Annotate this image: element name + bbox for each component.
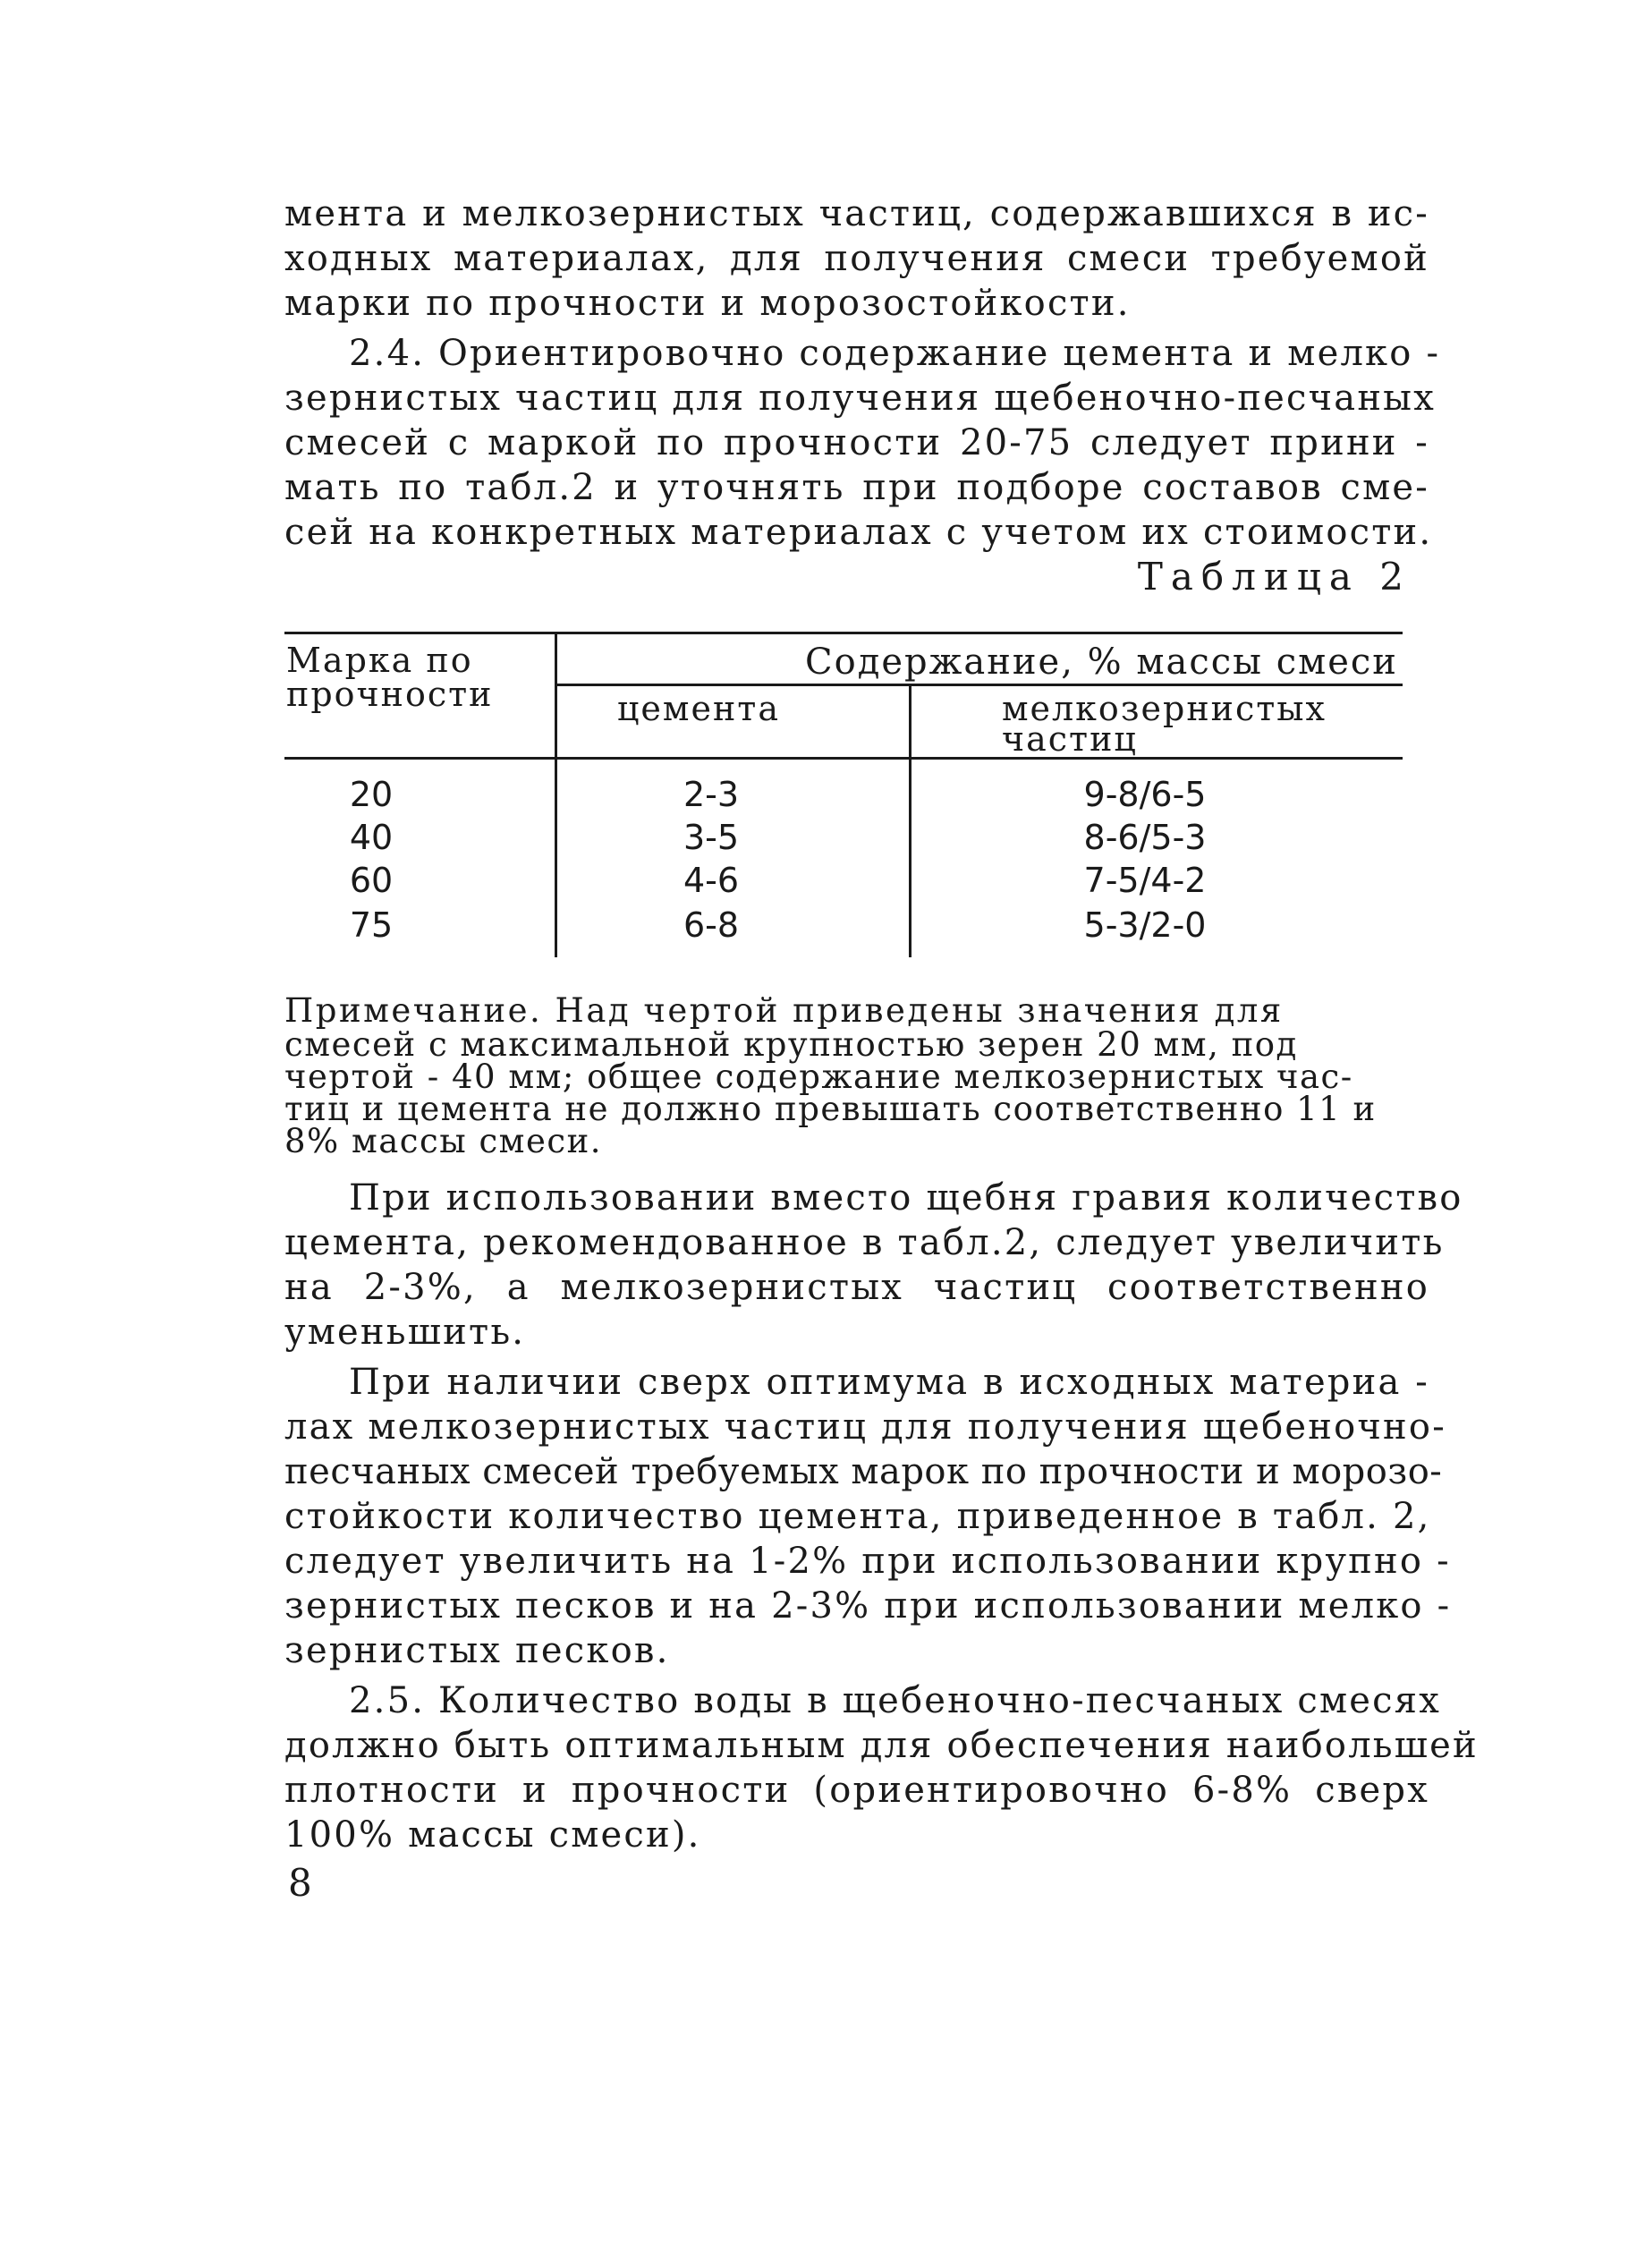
text-line: на 2-3%, а мелкозернистых частиц соответственно	[284, 1267, 1429, 1308]
table-cell-mark: 40	[349, 818, 394, 857]
text-line: 2.4. Ориентировочно содержание цемента и мелко -	[349, 333, 1441, 374]
text-line: 100% массы смеси).	[284, 1814, 701, 1856]
table-header-content-group: Содержание, % массы смеси	[805, 641, 1398, 683]
table-cell-mark: 60	[349, 861, 394, 900]
table-note-line: смесей с максимальной крупностью зерен 20 мм, под	[284, 1025, 1298, 1064]
table-cell-mark: 75	[349, 905, 394, 945]
table-note-line: тиц и цемента не должно превышать соответственно 11 и	[284, 1090, 1377, 1128]
table-cell-mark: 20	[349, 775, 394, 814]
table-cell-cement: 3-5	[683, 818, 740, 857]
table-col1-vrule	[555, 632, 557, 957]
table-cell-cement: 2-3	[683, 775, 740, 814]
text-line: мента и мелкозернистых частиц, содержавшихся в ис-	[284, 193, 1429, 234]
table-cell-cement: 4-6	[683, 861, 740, 900]
table-note-line: 8% массы смеси.	[284, 1122, 602, 1160]
text-line: При использовании вместо щебня гравия количество	[349, 1177, 1463, 1219]
text-line: марки по прочности и морозостойкости.	[284, 283, 1131, 324]
table-header-fine-particles: частиц	[1002, 719, 1138, 759]
table-header-mark: Марка по	[286, 641, 473, 680]
table-cell-fine: 9-8/6-5	[1083, 775, 1207, 814]
text-line: песчаных смесей требуемых марок по прочности и морозо-	[284, 1451, 1443, 1492]
text-line: мать по табл.2 и уточнять при подборе составов сме-	[284, 467, 1429, 508]
table-header-fine-particles: мелкозернистых	[1002, 689, 1327, 728]
table-note-line: чертой - 40 мм; общее содержание мелкозернистых час-	[284, 1058, 1353, 1096]
table-header-bottom-rule	[284, 757, 1403, 760]
table-note-line: Примечание. Над чертой приведены значения для	[284, 991, 1284, 1030]
text-line: 2.5. Количество воды в щебеночно-песчаных смесях	[349, 1680, 1441, 1721]
text-line: При наличии сверх оптимума в исходных материа -	[349, 1362, 1429, 1403]
text-line: стойкости количество цемента, приведенное в табл. 2,	[284, 1496, 1431, 1537]
text-line: зернистых песков и на 2-3% при использовании мелко -	[284, 1585, 1452, 1627]
text-line: следует увеличить на 1-2% при использовании крупно -	[284, 1541, 1451, 1582]
text-line: лах мелкозернистых частиц для получения щебеночно-	[284, 1406, 1446, 1448]
table-subheader-rule	[556, 684, 1403, 686]
page-number: 8	[288, 1861, 312, 1905]
table-col2-vrule	[909, 684, 912, 957]
text-line: плотности и прочности (ориентировочно 6-8% сверх	[284, 1770, 1429, 1811]
table-cell-fine: 8-6/5-3	[1083, 818, 1207, 857]
table-top-rule	[284, 632, 1403, 634]
text-line: цемента, рекомендованное в табл.2, следует увеличить	[284, 1222, 1445, 1263]
text-line: зернистых частиц для получения щебеночно-песчаных	[284, 378, 1436, 419]
text-line: сей на конкретных материалах с учетом их стоимости.	[284, 512, 1433, 553]
text-line: ходных материалах, для получения смеси требуемой	[284, 238, 1429, 279]
text-line: зернистых песков.	[284, 1630, 670, 1671]
text-line: смесей с маркой по прочности 20-75 следует прини -	[284, 422, 1429, 463]
table-header-mark: прочности	[286, 675, 494, 714]
text-line: должно быть оптимальным для обеспечения наибольшей	[284, 1725, 1479, 1766]
text-line: уменьшить.	[284, 1312, 526, 1353]
table-header-cement: цемента	[617, 689, 780, 728]
table-caption: Таблица 2	[1137, 555, 1412, 599]
table-cell-fine: 5-3/2-0	[1083, 905, 1207, 945]
table-cell-fine: 7-5/4-2	[1083, 861, 1207, 900]
table-cell-cement: 6-8	[683, 905, 740, 945]
